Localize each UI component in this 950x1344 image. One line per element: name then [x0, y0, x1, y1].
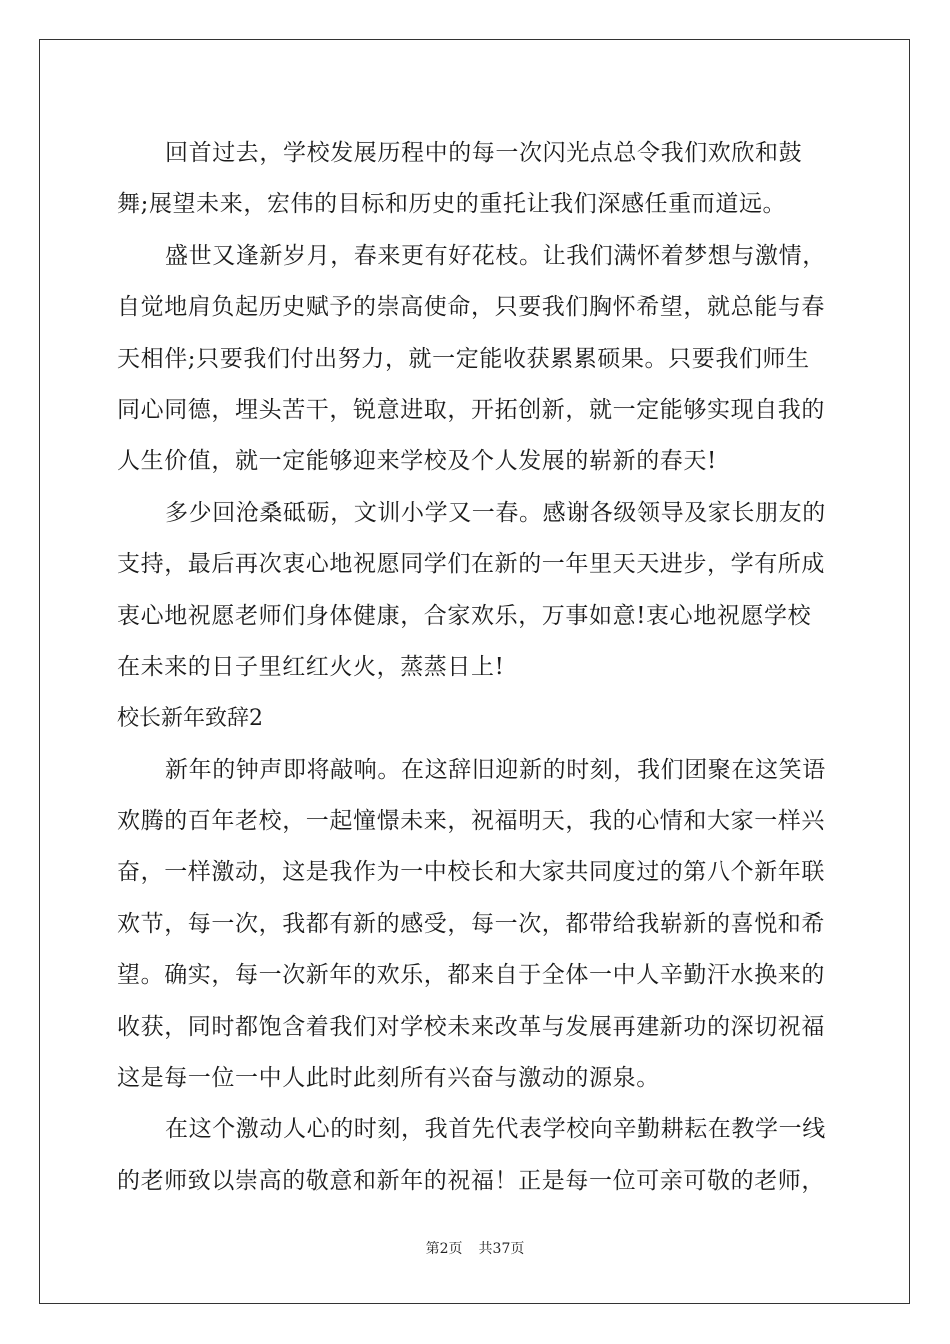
- text-line: 同心同德，埋头苦干，锐意进取，开拓创新，就一定能够实现自我的: [117, 396, 825, 423]
- text-line: 望。确实，每一次新年的欢乐，都来自于全体一中人辛勤汗水换来的: [117, 962, 825, 989]
- text-line: 欢腾的百年老校，一起憧憬未来，祝福明天，我的心情和大家一样兴: [117, 808, 825, 835]
- text-line: 支持，最后再次衷心地祝愿同学们在新的一年里天天进步，学有所成: [117, 551, 825, 578]
- text-line: 这是每一位一中人此时此刻所有兴奋与激动的源泉。: [117, 1065, 660, 1092]
- text-line: 收获，同时都饱含着我们对学校未来改革与发展再建新功的深切祝福: [117, 1013, 825, 1040]
- text-line: 舞;展望未来，宏伟的目标和历史的重托让我们深感任重而道远。: [117, 191, 787, 218]
- text-line: 回首过去，学校发展历程中的每一次闪光点总令我们欢欣和鼓: [165, 140, 803, 166]
- page-footer: [0, 1238, 950, 1258]
- text-line: 人生价值，就一定能够迎来学校及个人发展的崭新的春天!: [117, 448, 717, 475]
- page-total: 共37页: [478, 1241, 525, 1257]
- text-line: 自觉地肩负起历史赋予的崇高使命，只要我们胸怀希望，就总能与春: [117, 294, 825, 321]
- text-line: 盛世又逢新岁月，春来更有好花枝。让我们满怀着梦想与激情，: [165, 242, 826, 269]
- text-line: 天相伴;只要我们付出努力，就一定能收获累累硕果。只要我们师生: [117, 345, 810, 372]
- text-line: 多少回沧桑砥砺，文训小学又一春。感谢各级领导及家长朋友的: [165, 499, 826, 526]
- document-body: [117, 128, 837, 1207]
- section-heading: 校长新年致辞2: [117, 706, 263, 732]
- page-number: 第2页: [425, 1241, 463, 1257]
- text-line: 在未来的日子里红红火火，蒸蒸日上!: [117, 653, 505, 680]
- text-line: 的老师致以崇高的敬意和新年的祝福！正是每一位可亲可敬的老师，: [117, 1167, 825, 1194]
- text-line: 欢节，每一次，我都有新的感受，每一次，都带给我崭新的喜悦和希: [117, 910, 825, 937]
- text-line: 奋，一样激动，这是我作为一中校长和大家共同度过的第八个新年联: [117, 859, 825, 886]
- text-line: 衷心地祝愿老师们身体健康，合家欢乐，万事如意!衷心地祝愿学校: [117, 602, 812, 629]
- text-line: 新年的钟声即将敲响。在这辞旧迎新的时刻，我们团聚在这笑语: [165, 756, 826, 783]
- text-line: 在这个激动人心的时刻，我首先代表学校向辛勤耕耘在教学一线: [165, 1116, 826, 1143]
